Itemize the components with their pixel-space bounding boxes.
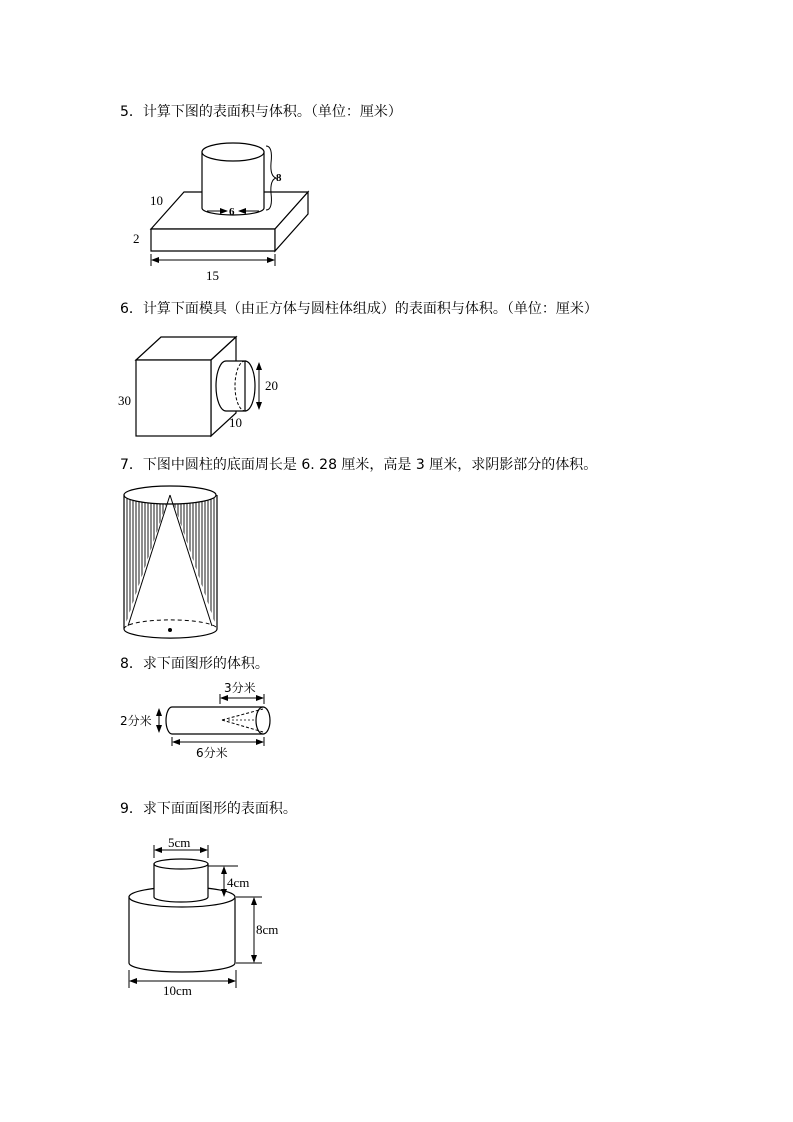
question-6-text: 6．计算下面模具（由正方体与圆柱体组成）的表面积与体积。（单位：厘米） bbox=[120, 301, 598, 317]
label-cyl-length: 10 bbox=[229, 415, 242, 430]
label-cyl-height: 8 bbox=[276, 172, 282, 184]
center-dot bbox=[168, 628, 172, 632]
label-length: 15 bbox=[206, 268, 219, 283]
label-bottom-diameter: 10cm bbox=[163, 983, 192, 998]
label-diameter: 2分米 bbox=[120, 714, 152, 728]
shaded-region bbox=[124, 493, 217, 638]
question-8-text: 8．求下面图形的体积。 bbox=[120, 656, 269, 672]
question-5-text: 5．计算下图的表面积与体积。（单位：厘米） bbox=[120, 104, 402, 120]
cylinder bbox=[166, 707, 270, 734]
label-cone-length: 3分米 bbox=[224, 681, 256, 695]
label-cyl-diameter: 6 bbox=[229, 206, 235, 218]
question-7-text: 7．下图中圆柱的底面周长是 6. 28 厘米，高是 3 厘米，求阴影部分的体积。 bbox=[120, 457, 598, 473]
label-top-diameter: 5cm bbox=[168, 835, 191, 850]
question-9-text: 9．求下面面图形的表面积。 bbox=[120, 801, 297, 817]
cylinder bbox=[202, 143, 264, 215]
label-bottom-height: 8cm bbox=[256, 922, 279, 937]
label-cube-edge: 30 bbox=[118, 393, 131, 408]
q8-figure-cylinder-with-cone-hole bbox=[115, 678, 290, 760]
q6-figure-cube-with-cylinder bbox=[115, 330, 290, 435]
q7-figure-cylinder-with-cone bbox=[115, 480, 225, 640]
label-depth: 10 bbox=[150, 193, 163, 208]
label-thickness: 2 bbox=[133, 231, 140, 246]
q5-figure-cylinder-on-slab bbox=[125, 138, 325, 288]
label-cyl-diameter: 20 bbox=[265, 378, 278, 393]
label-top-height: 4cm bbox=[227, 875, 250, 890]
label-total-length: 6分米 bbox=[196, 746, 228, 760]
q9-figure-stacked-cylinders bbox=[120, 832, 290, 1000]
top-cylinder bbox=[154, 859, 208, 902]
cylinder bbox=[216, 361, 255, 411]
